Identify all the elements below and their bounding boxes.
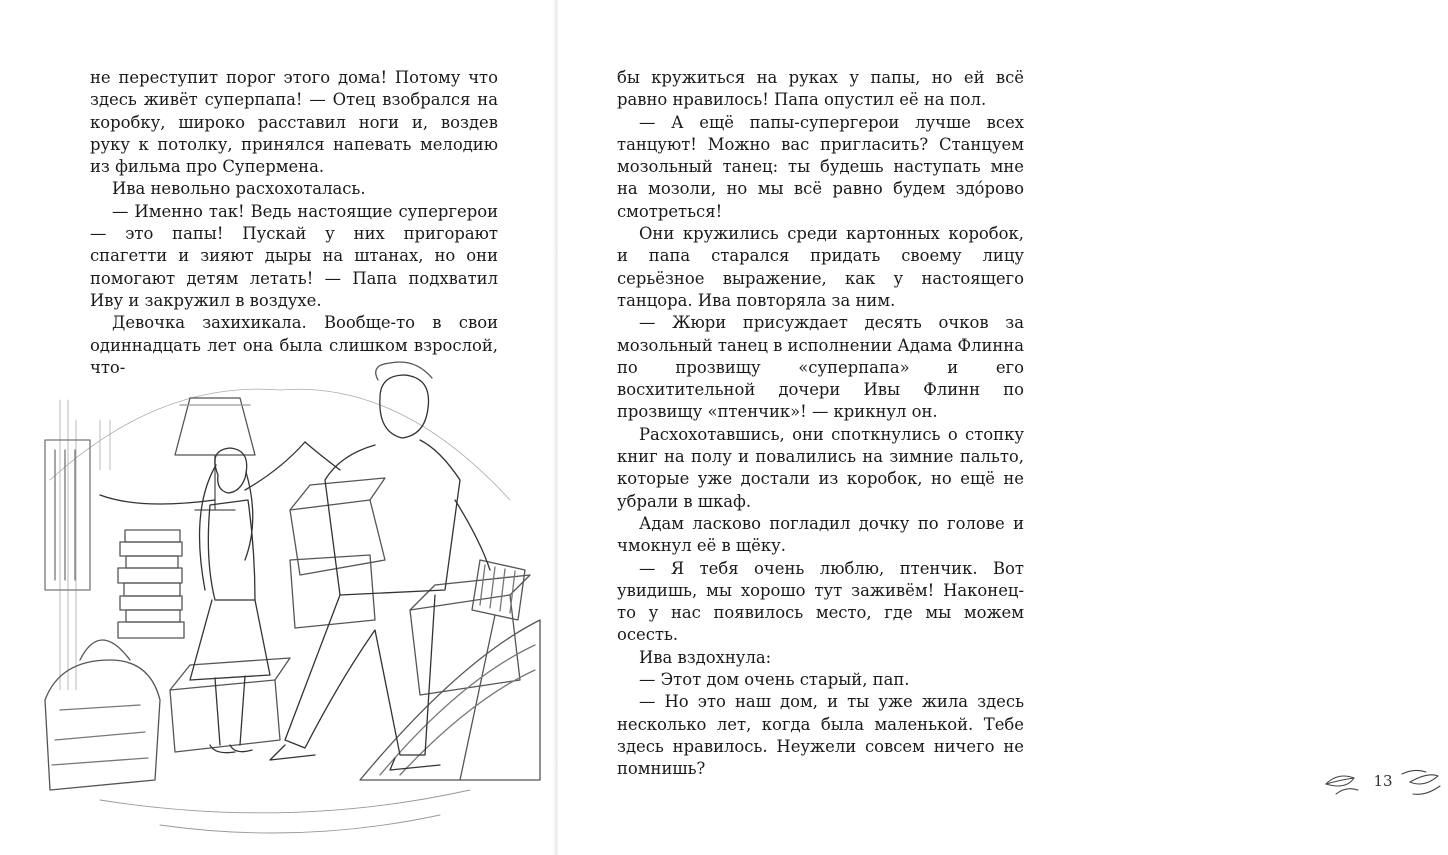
cardboard-boxes [170,478,530,752]
left-page-text [90,67,498,379]
right-paragraph-8: Ива вздохнула: [639,647,772,667]
right-paragraph-3: Они кружились среди картонных коробок, и папа старался придать своему лицу серьёзное выражение, как у настоящего танцора. Ива повторяла за ним. [617,224,1024,310]
floor [100,790,470,833]
left-paragraph-2: Ива невольно расхохоталась. [112,179,366,199]
dad-figure [270,362,490,770]
page-folio [1318,768,1448,804]
window [45,440,90,590]
background-hatching [50,389,510,690]
page-number: 13 [1373,772,1393,790]
right-paragraph-2: — А ещё папы-супергерои лучше всех танцуют! Можно вас пригласить? Станцуем мозольный танец: ты будешь наступать мне на мозоли, но мы всё равно будем здо́рово смотреться! [617,112,1024,221]
bag [45,640,160,790]
left-paragraph-3: — Именно так! Ведь настоящие супергерои — это папы! Пускай у них пригорают спагетти и зияют дыры на штанах, но они помогают детям летать! — Папа подхватил Иву и закружил в воздухе. [90,201,498,310]
left-page [0,0,556,855]
left-paragraph-4: Девочка захихикала. Вообще-то в свои одиннадцать лет она была слишком взрослой, что- [90,313,498,377]
book-stack [118,530,184,638]
right-paragraph-1: бы кружиться на руках у папы, но ей всё равно нравилось! Папа опустил её на пол. [617,68,1024,110]
right-paragraph-7: — Я тебя очень люблю, птенчик. Вот увидишь, мы хорошо тут заживём! Наконец-то у нас появилось место, где мы можем осесть. [617,558,1024,645]
right-page [558,0,1393,855]
right-paragraph-9: — Этот дом очень старый, пап. [639,670,910,690]
right-paragraph-5: Расхохотавшись, они споткнулись о стопку книг на полу и повалились на зимние пальто, которые уже достали из коробок, но ещё не убрали в шкаф. [617,424,1024,511]
left-paragraph-1: не переступит порог этого дома! Потому что здесь живёт суперпапа! — Отец взобрался на коробку, широко расставил ноги и, воздев руку к потолку, принялся напевать мелодию из фильма про Супермена. [90,68,498,177]
right-paragraph-4: — Жюри присуждает десять очков за мозольный танец в исполнении Адама Флинна по прозвищу «суперпапа» и его восхитительной дочери Ивы Флинн по прозвищу «птенчик»! — крикнул он. [617,313,1025,422]
dancing-illustration [40,360,540,855]
right-paragraph-6: Адам ласково погладил дочку по голове и чмокнул её в щёку. [617,513,1024,556]
right-page-text [617,67,1024,781]
right-paragraph-10: — Но это наш дом, и ты уже жила здесь несколько лет, когда была маленькой. Тебе здесь нравилось. Неужели совсем ничего не помнишь? [617,692,1024,779]
